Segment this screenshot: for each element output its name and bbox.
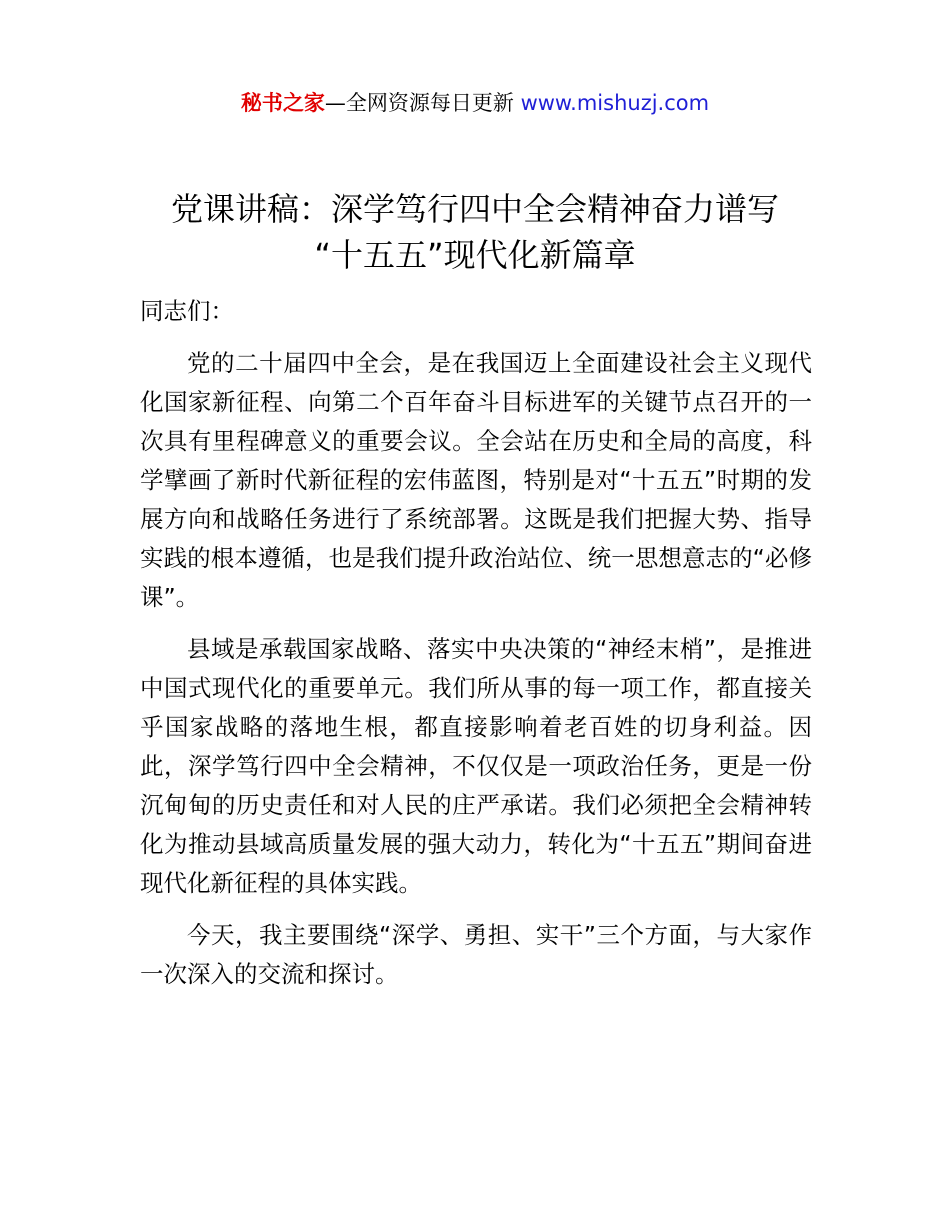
site-header: [0, 88, 950, 118]
document-body: [140, 292, 812, 1007]
header-tagline: —全网资源每日更新: [324, 91, 521, 115]
title-line-1: 党课讲稿：深学笃行四中全会精神奋力谱写: [170, 190, 779, 228]
title-line-2: “十五五”现代化新篇章: [314, 236, 636, 274]
website-url[interactable]: www.mishuzj.com: [520, 91, 710, 115]
paragraph-3: 今天，我主要围绕“深学、勇担、实干”三个方面，与大家作一次深入的交流和探讨。: [140, 921, 812, 988]
paragraph-1: 党的二十届四中全会，是在我国迈上全面建设社会主义现代化国家新征程、向第二个百年奋斗目标进军的关键节点召开的一次具有里程碑意义的重要会议。全会站在历史和全局的高度，科学擘画了新时代新征程的宏伟蓝图，特别是对“十五五”时期的发展方向和战略任务进行了系统部署。这既是我们把握大势、指导实践的根本遵循，也是我们提升政治站位、统一思想意志的“必修课”。: [140, 349, 812, 611]
paragraph-2: 县域是承载国家战略、落实中央决策的“神经末梢”，是推进中国式现代化的重要单元。我们所从事的每一项工作，都直接关乎国家战略的落地生根，都直接影响着老百姓的切身利益。因此，深学笃行四中全会精神，不仅仅是一项政治任务，更是一份沉甸甸的历史责任和对人民的庄严承诺。我们必须把全会精神转化为推动县域高质量发展的强大动力，转化为“十五五”期间奋进现代化新征程的具体实践。: [140, 635, 812, 897]
document-title: [0, 186, 950, 278]
brand-name: 秘书之家: [240, 91, 325, 115]
salutation: 同志们：: [140, 297, 234, 325]
